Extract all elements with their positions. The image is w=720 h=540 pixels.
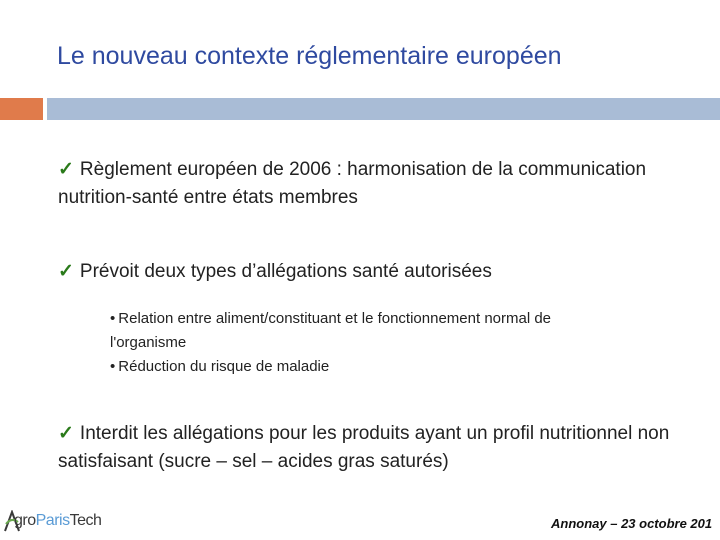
- accent-bar-orange: [0, 98, 43, 120]
- logo-text-part: Tech: [69, 512, 102, 529]
- check-icon: ✓: [58, 159, 74, 180]
- logo-text: [14, 512, 101, 530]
- sub-bullet-reduction: [110, 355, 630, 379]
- check-icon: ✓: [58, 261, 74, 282]
- bullet-dot-icon: •: [110, 310, 116, 327]
- sub-bullet-text: Relation entre aliment/constituant et le fonctionnement normal de l'organisme: [110, 310, 552, 351]
- accent-bar-blue: [47, 98, 720, 120]
- bullet-reglement: [58, 156, 698, 212]
- bullet-text: Règlement européen de 2006 : harmonisation de la communication nutrition-santé entre états membres: [58, 159, 647, 208]
- footer-text: Annonay – 23 octobre 201: [551, 516, 713, 531]
- logo-text-part: gro: [14, 512, 36, 529]
- bullet-text: Interdit les allégations pour les produits ayant un profil nutritionnel non satisfaisant (sucre – sel – acides gras saturés): [58, 423, 670, 472]
- sub-bullet-text: Réduction du risque de maladie: [118, 358, 330, 375]
- logo-text-part: Paris: [35, 512, 70, 529]
- bullet-text: Prévoit deux types d’allégations santé autorisées: [79, 261, 492, 282]
- check-icon: ✓: [58, 423, 74, 444]
- bullet-prevoit: [58, 258, 698, 286]
- bullet-dot-icon: •: [110, 358, 116, 375]
- agroparistech-logo: [4, 508, 124, 538]
- bullet-interdit: [58, 420, 698, 476]
- slide-title: Le nouveau contexte réglementaire européen: [57, 42, 562, 70]
- sub-bullet-relation: [110, 307, 630, 355]
